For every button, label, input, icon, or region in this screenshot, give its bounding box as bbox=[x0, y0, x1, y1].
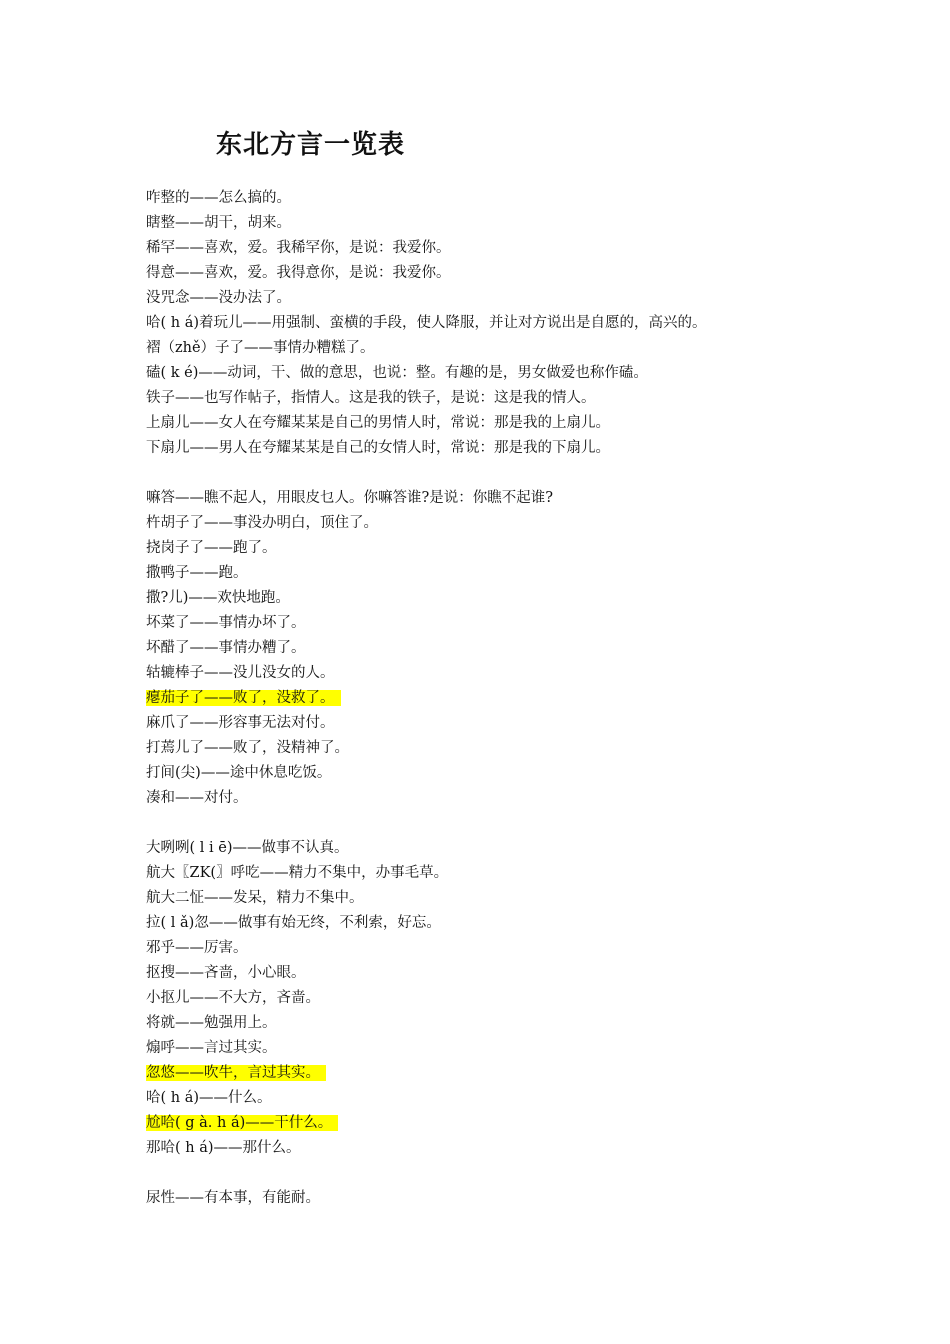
entry-line bbox=[146, 286, 906, 311]
page-title: 东北方言一览表 bbox=[216, 130, 406, 160]
entry-text: 得意——喜欢，爱。我得意你，是说：我爱你。 bbox=[146, 265, 451, 281]
entry-text: 褶（zhě）子了——事情办糟糕了。 bbox=[146, 340, 375, 356]
entry-line bbox=[146, 1186, 906, 1211]
entry-line bbox=[146, 536, 906, 561]
highlighted-entry-line bbox=[146, 686, 906, 711]
entry-text: 下扇儿——男人在夸耀某某是自己的女情人时，常说：那是我的下扇儿。 bbox=[146, 440, 610, 456]
entry-line bbox=[146, 661, 906, 686]
entry-text: 没咒念——没办法了。 bbox=[146, 290, 291, 306]
blank-line bbox=[146, 461, 906, 486]
entry-text: 轱辘棒子——没儿没女的人。 bbox=[146, 665, 335, 681]
entry-line bbox=[146, 761, 906, 786]
entry-text: 那哈( h á)——那什么。 bbox=[146, 1140, 301, 1156]
entry-line bbox=[146, 436, 906, 461]
entry-text: 小抠儿——不大方，吝啬。 bbox=[146, 990, 320, 1006]
entry-text: 邪乎——厉害。 bbox=[146, 940, 248, 956]
entry-text: 打间(尖)——途中休息吃饭。 bbox=[146, 765, 332, 781]
entry-line bbox=[146, 711, 906, 736]
entry-line bbox=[146, 386, 906, 411]
entry-text: 将就——勉强用上。 bbox=[146, 1015, 277, 1031]
entry-text: 凑和——对付。 bbox=[146, 790, 248, 806]
entry-line bbox=[146, 211, 906, 236]
entry-text: 坏菜了——事情办坏了。 bbox=[146, 615, 306, 631]
entry-text: 嘛答——瞧不起人，用眼皮乜人。你嘛答谁?是说：你瞧不起谁? bbox=[146, 490, 554, 506]
entry-line bbox=[146, 986, 906, 1011]
entry-line bbox=[146, 961, 906, 986]
entry-line bbox=[146, 1136, 906, 1161]
entry-line bbox=[146, 911, 906, 936]
entry-line bbox=[146, 636, 906, 661]
entry-text: 尬哈( g à. h á)——干什么。 bbox=[146, 1115, 338, 1131]
entry-text: 打蔫儿了——败了，没精神了。 bbox=[146, 740, 349, 756]
entry-text: 撒鸭子——跑。 bbox=[146, 565, 248, 581]
entry-line bbox=[146, 886, 906, 911]
entry-text: 杵胡子了——事没办明白，顶住了。 bbox=[146, 515, 378, 531]
entry-text: 挠岗子了——跑了。 bbox=[146, 540, 277, 556]
highlighted-entry-line bbox=[146, 1061, 906, 1086]
entry-text: 哈( h á)着玩儿——用强制、蛮横的手段，使人降服，并让对方说出是自愿的，高兴的。 bbox=[146, 315, 707, 331]
entry-line bbox=[146, 561, 906, 586]
entry-line bbox=[146, 186, 906, 211]
entry-line bbox=[146, 1036, 906, 1061]
entry-text: 稀罕——喜欢，爱。我稀罕你，是说：我爱你。 bbox=[146, 240, 451, 256]
entry-line bbox=[146, 411, 906, 436]
entry-text: 抠搜——吝啬，小心眼。 bbox=[146, 965, 306, 981]
entry-line bbox=[146, 311, 906, 336]
entry-text: 咋整的——怎么搞的。 bbox=[146, 190, 291, 206]
entry-text: 拉( l ǎ)忽——做事有始无终，不利索，好忘。 bbox=[146, 915, 441, 931]
entry-line bbox=[146, 861, 906, 886]
entry-line bbox=[146, 936, 906, 961]
entry-line bbox=[146, 736, 906, 761]
entry-line bbox=[146, 361, 906, 386]
highlighted-entry-line bbox=[146, 1111, 906, 1136]
entry-line bbox=[146, 236, 906, 261]
document-body bbox=[146, 186, 906, 1211]
entry-text: 铁子——也写作帖子，指情人。这是我的铁子，是说：这是我的情人。 bbox=[146, 390, 596, 406]
entry-text: 上扇儿——女人在夸耀某某是自己的男情人时，常说：那是我的上扇儿。 bbox=[146, 415, 610, 431]
entry-text: 尿性——有本事，有能耐。 bbox=[146, 1190, 320, 1206]
entry-line bbox=[146, 1086, 906, 1111]
entry-text: 瘪茄子了——败了，没救了。 bbox=[146, 690, 341, 706]
entry-text: 煽呼——言过其实。 bbox=[146, 1040, 277, 1056]
entry-line bbox=[146, 611, 906, 636]
entry-text: 航大〖ZK(〗呼吃——精力不集中，办事毛草。 bbox=[146, 865, 449, 881]
entry-line bbox=[146, 1011, 906, 1036]
entry-line bbox=[146, 586, 906, 611]
entry-line bbox=[146, 786, 906, 811]
entry-text: 大咧咧( l i ē)——做事不认真。 bbox=[146, 840, 349, 856]
entry-text: 坏醋了——事情办糟了。 bbox=[146, 640, 306, 656]
blank-line bbox=[146, 811, 906, 836]
entry-line bbox=[146, 511, 906, 536]
blank-line bbox=[146, 1161, 906, 1186]
entry-text: 航大二怔——发呆，精力不集中。 bbox=[146, 890, 364, 906]
entry-line bbox=[146, 336, 906, 361]
entry-text: 撒?儿)——欢快地跑。 bbox=[146, 590, 290, 606]
entry-line bbox=[146, 486, 906, 511]
entry-text: 瞎整——胡干，胡来。 bbox=[146, 215, 291, 231]
entry-text: 麻爪了——形容事无法对付。 bbox=[146, 715, 335, 731]
entry-text: 磕( k é)——动词，干、做的意思，也说：整。有趣的是，男女做爱也称作磕。 bbox=[146, 365, 648, 381]
entry-text: 忽悠——吹牛，言过其实。 bbox=[146, 1065, 326, 1081]
entry-line bbox=[146, 261, 906, 286]
entry-line bbox=[146, 836, 906, 861]
entry-text: 哈( h á)——什么。 bbox=[146, 1090, 272, 1106]
